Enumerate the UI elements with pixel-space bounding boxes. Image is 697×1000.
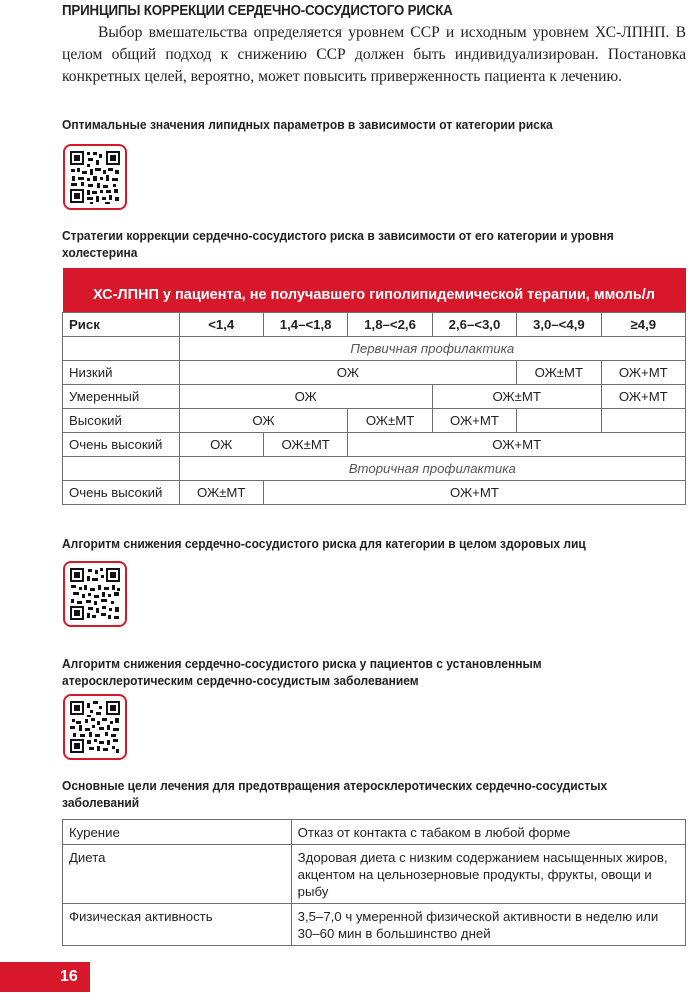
qr-code-icon[interactable] bbox=[63, 694, 127, 760]
intro-paragraph: Выбор вмешательства определяется уровнем ССР и исходным уровнем ХС-ЛПНП. В целом общий подход к снижению ССР должен быть индивидуализирован. Постановка конкретных целей, вероятно, может повысить приверженность пациента к лечению. bbox=[62, 24, 686, 85]
strategies-title: Стратегии коррекции сердечно-сосудистого риска в зависимости от его категории и уровня холестерина bbox=[62, 228, 614, 260]
goal-value: 3,5–7,0 ч умеренной физической активности в неделю или 30–60 мин в большинство дней bbox=[291, 904, 685, 946]
table-cell: ОЖ+МТ bbox=[263, 481, 685, 505]
table-row bbox=[63, 845, 686, 904]
table-column-headers bbox=[63, 313, 686, 337]
lipid-targets-title: Оптимальные значения липидных параметров в зависимости от категории риска bbox=[62, 117, 553, 132]
healthy-algorithm-title: Алгоритм снижения сердечно-сосудистого риска для категории в целом здоровых лиц bbox=[62, 536, 586, 551]
row-label: Низкий bbox=[63, 361, 180, 385]
column-ldl-2: 1,4–<1,8 bbox=[263, 313, 347, 337]
goal-value: Отказ от контакта с табаком в любой форме bbox=[291, 820, 685, 845]
treatment-goals-table bbox=[62, 819, 686, 946]
goal-label: Физическая активность bbox=[63, 904, 292, 946]
treatment-goals-title: Основные цели лечения для предотвращения атеросклеротических сердечно-сосудистых заболеваний bbox=[62, 778, 608, 810]
page-number-tab bbox=[0, 962, 90, 992]
row-label: Умеренный bbox=[63, 385, 180, 409]
table-cell: ОЖ bbox=[179, 385, 432, 409]
table-cell: ОЖ±МТ bbox=[432, 385, 601, 409]
goal-value: Здоровая диета с низким содержанием насыщенных жиров, акцентом на цельнозерновые продукты, фрукты, овощи и рыбу bbox=[291, 845, 685, 904]
column-risk: Риск bbox=[63, 313, 180, 337]
column-ldl-1: <1,4 bbox=[179, 313, 263, 337]
goal-label: Диета bbox=[63, 845, 292, 904]
column-ldl-4: 2,6–<3,0 bbox=[432, 313, 516, 337]
table-header: ХС-ЛПНП у пациента, не получавшего гиполипидемической терапии, ммоль/л bbox=[63, 268, 686, 313]
ascvd-algorithm-title: Алгоритм снижения сердечно-сосудистого риска у пациентов с установленным атеросклеротическим сердечно-сосудистым заболеванием bbox=[62, 656, 542, 688]
column-ldl-3: 1,8–<2,6 bbox=[348, 313, 432, 337]
table-cell: ОЖ+МТ bbox=[601, 361, 685, 385]
qr-code-icon[interactable] bbox=[63, 144, 127, 210]
primary-prevention-label: Первичная профилактика bbox=[179, 337, 685, 361]
row-label: Очень высокий bbox=[63, 481, 180, 505]
goal-label: Курение bbox=[63, 820, 292, 845]
table-cell: ОЖ bbox=[179, 409, 348, 433]
table-row bbox=[63, 385, 686, 409]
table-cell: ОЖ±МТ bbox=[263, 433, 347, 457]
column-ldl-5: 3,0–<4,9 bbox=[517, 313, 601, 337]
column-ldl-6: ≥4,9 bbox=[601, 313, 685, 337]
row-label: Высокий bbox=[63, 409, 180, 433]
table-cell: ОЖ bbox=[179, 433, 263, 457]
table-cell: ОЖ+МТ bbox=[432, 409, 516, 433]
table-row bbox=[63, 409, 686, 433]
risk-strategy-table bbox=[62, 268, 686, 505]
table-cell: ОЖ±МТ bbox=[517, 361, 601, 385]
table-cell: ОЖ+МТ bbox=[601, 385, 685, 409]
table-cell: ОЖ±МТ bbox=[179, 481, 263, 505]
qr-code-icon[interactable] bbox=[63, 561, 127, 627]
table-row bbox=[63, 904, 686, 946]
table-row bbox=[63, 361, 686, 385]
section-heading: ПРИНЦИПЫ КОРРЕКЦИИ СЕРДЕЧНО-СОСУДИСТОГО РИСКА bbox=[62, 3, 453, 19]
table-cell: ОЖ+МТ bbox=[348, 433, 686, 457]
table-row bbox=[63, 820, 686, 845]
table-row bbox=[63, 481, 686, 505]
page-number: 16 bbox=[60, 968, 78, 985]
table-cell: ОЖ±МТ bbox=[348, 409, 432, 433]
secondary-prevention-label: Вторичная профилактика bbox=[179, 457, 685, 481]
table-row bbox=[63, 433, 686, 457]
row-label: Очень высокий bbox=[63, 433, 180, 457]
table-cell: ОЖ bbox=[179, 361, 517, 385]
